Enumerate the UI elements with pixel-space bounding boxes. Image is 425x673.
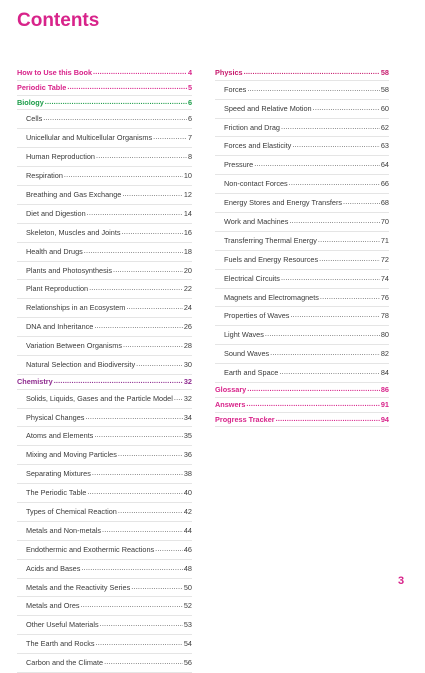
dot-leader [281,269,380,288]
toc-entry-title: Plants and Photosynthesis [26,265,112,275]
toc-entry [17,262,192,281]
toc-entry-page: 86 [380,385,389,395]
toc-entry [215,119,389,138]
toc-entry-title: Light Waves [224,330,264,340]
toc-section-heading [17,96,192,111]
dot-leader [153,128,187,147]
dot-leader [292,136,380,155]
dot-leader [94,426,183,445]
toc-section-heading [17,81,192,96]
toc-entry-title: Answers [215,399,246,409]
toc-entry [215,213,389,232]
toc-entry-page: 63 [380,141,389,151]
toc-entry [17,635,192,654]
toc-entry [17,654,192,673]
toc-entry-page: 58 [380,68,389,77]
toc-entry [17,616,192,635]
toc-entry [215,364,389,383]
toc-entry-page: 58 [380,84,389,94]
dot-leader [113,261,183,280]
toc-section-heading [215,66,389,81]
toc-entry-title: Metals and the Reactivity Series [26,582,131,592]
dot-leader [104,653,183,672]
toc-entry-title: Other Useful Materials [26,620,99,630]
toc-entry [215,251,389,270]
toc-entry [17,560,192,579]
toc-entry [17,224,192,243]
toc-entry [215,156,389,175]
toc-entry-page: 54 [183,639,192,649]
toc-entry [17,243,192,262]
toc-entry-title: Earth and Space [224,368,279,378]
toc-entry-page: 34 [183,412,192,422]
dot-leader [122,185,183,204]
toc-section-heading [215,413,389,428]
toc-entry-title: Pressure [224,160,254,170]
toc-entry-title: Separating Mixtures [26,469,91,479]
toc-entry [17,205,192,224]
toc-entry-page: 38 [183,469,192,479]
toc-entry-title: Diet and Digestion [26,208,86,218]
toc-entry [17,148,192,167]
dot-leader [247,80,380,99]
dot-leader [318,231,380,250]
toc-entry [17,280,192,299]
toc-entry-title: Endothermic and Exothermic Reactions [26,544,155,554]
toc-entry-page: 52 [183,601,192,611]
toc-entry-page: 66 [380,179,389,189]
dot-leader [89,279,183,298]
toc-entry-title: Periodic Table [17,82,67,92]
toc-entry-title: Work and Machines [224,217,289,227]
toc-entry-page: 18 [183,246,192,256]
dot-leader [94,317,183,336]
dot-leader [45,95,187,110]
toc-entry-title: Skeleton, Muscles and Joints [26,227,121,237]
toc-entry-page: 44 [183,525,192,535]
toc-entry-page: 40 [183,488,192,498]
dot-leader [67,80,187,95]
dot-leader [92,464,183,483]
dot-leader [87,204,183,223]
toc-entry-title: Metals and Ores [26,601,80,611]
dot-leader [81,596,183,615]
dot-leader [276,412,380,427]
toc-entry-title: Human Reproduction [26,152,95,162]
toc-entry-title: Carbon and the Climate [26,658,104,668]
toc-entry-page: 64 [380,160,389,170]
toc-entry-page: 10 [183,171,192,181]
toc-entry-page: 28 [183,341,192,351]
dot-leader [102,521,183,540]
toc-entry-title: Cells [26,114,43,124]
dot-leader [43,109,187,128]
toc-entry-page: 12 [183,189,192,199]
toc-entry [17,597,192,616]
toc-entry-title: Progress Tracker [215,414,275,424]
toc-entry [17,318,192,337]
dot-leader [93,65,187,80]
toc-entry [215,175,389,194]
toc-entry-title: Properties of Waves [224,311,290,321]
toc-entry-page: 26 [183,322,192,332]
toc-entry-page: 72 [380,254,389,264]
toc-entry-title: Atoms and Elements [26,431,94,441]
toc-entry-page: 71 [380,235,389,245]
toc-entry [215,100,389,119]
toc-entry-title: Breathing and Gas Exchange [26,189,122,199]
toc-entry-page: 80 [380,330,389,340]
dot-leader [131,578,183,597]
dot-leader [118,445,183,464]
dot-leader [100,615,183,634]
toc-entry-title: Fuels and Energy Resources [224,254,319,264]
toc-entry [17,579,192,598]
toc-entry [215,81,389,100]
toc-entry [17,167,192,186]
toc-entry [215,137,389,156]
toc-entry-title: Non-contact Forces [224,179,288,189]
toc-entry-title: Energy Stores and Energy Transfers [224,198,343,208]
toc-entry-page: 8 [187,152,192,162]
toc-entry-page: 91 [380,399,389,409]
toc-entry-title: Health and Drugs [26,246,83,256]
toc-entry-title: Forces and Elasticity [224,141,292,151]
toc-entry [17,390,192,409]
toc-entry-page: 6 [187,114,192,124]
page-number: 3 [398,575,405,587]
dot-leader [136,355,183,374]
toc-entry-page: 5 [187,82,192,92]
toc-left-column [17,66,192,673]
toc-entry-page: 94 [380,414,389,424]
dot-leader [87,483,183,502]
toc-entry [215,307,389,326]
toc-entry-title: Types of Chemical Reaction [26,507,117,516]
toc-entry-title: Relationships in an Ecosystem [26,303,126,313]
toc-entry-title: Solids, Liquids, Gases and the Particle Model [26,393,173,403]
toc-entry-title: Mixing and Moving Particles [26,450,117,460]
toc-entry-title: Magnets and Electromagnets [224,292,319,302]
dot-leader [118,502,183,521]
toc-entry-page: 4 [187,68,192,77]
toc-entry-title: The Earth and Rocks [26,639,95,649]
toc-entry-title: Natural Selection and Biodiversity [26,359,136,369]
page-title: Contents [17,10,100,31]
toc-entry-page: 74 [380,273,389,283]
toc-entry [215,345,389,364]
toc-entry-page: 35 [183,431,192,441]
toc-entry-page: 68 [380,198,389,208]
toc-entry-title: Transferring Thermal Energy [224,235,317,245]
toc-entry-title: Acids and Bases [26,563,81,573]
toc-entry [17,427,192,446]
toc-entry-page: 16 [183,227,192,237]
toc-entry [17,356,192,375]
toc-section-heading [17,375,192,390]
dot-leader [246,397,379,412]
toc-entry [215,326,389,345]
toc-entry-page: 7 [187,133,192,143]
dot-leader [85,408,182,427]
dot-leader [81,559,183,578]
toc-entry [215,289,389,308]
toc-entry-title: DNA and Inheritance [26,322,94,332]
toc-entry-title: Variation Between Organisms [26,341,122,351]
toc-entry-title: Physical Changes [26,412,85,422]
dot-leader [289,174,380,193]
dot-leader [126,298,183,317]
toc-right-column [215,66,389,427]
toc-entry [17,503,192,522]
toc-section-heading [215,398,389,413]
dot-leader [122,223,183,242]
toc-entry [215,232,389,251]
toc-entry-title: Unicellular and Multicellular Organisms [26,133,153,143]
toc-entry-page: 42 [183,507,192,516]
toc-entry [17,337,192,356]
toc-entry [17,110,192,129]
dot-leader [265,325,380,344]
toc-entry [17,484,192,503]
toc-entry [17,186,192,205]
toc-entry [17,299,192,318]
toc-entry [215,270,389,289]
dot-leader [84,242,183,261]
dot-leader [289,212,380,231]
toc-entry-page: 32 [183,393,192,403]
dot-leader [96,147,187,166]
toc-entry-title: Friction and Drag [224,122,280,132]
toc-entry-title: How to Use this Book [17,68,92,77]
toc-entry-page: 46 [183,544,192,554]
toc-entry-page: 60 [380,103,389,113]
dot-leader [123,336,183,355]
toc-entry-title: Respiration [26,171,63,181]
dot-leader [281,118,380,137]
toc-entry [17,446,192,465]
toc-section-heading [17,66,192,81]
toc-entry-page: 78 [380,311,389,321]
toc-entry [215,194,389,213]
toc-entry-title: Electrical Circuits [224,273,280,283]
dot-leader [290,306,379,325]
toc-entry-page: 84 [380,368,389,378]
toc-entry-title: Glossary [215,385,247,395]
dot-leader [279,363,380,382]
toc-entry-page: 36 [183,450,192,460]
toc-entry-title: Plant Reproduction [26,284,89,294]
dot-leader [320,288,380,307]
toc-entry-page: 53 [183,620,192,630]
dot-leader [155,540,183,559]
dot-leader [174,389,183,408]
toc-entry-title: Forces [224,84,247,94]
toc-entry-page: 62 [380,122,389,132]
toc-entry-title: Biology [17,97,44,107]
dot-leader [343,193,380,212]
dot-leader [270,344,380,363]
toc-entry [17,465,192,484]
dot-leader [313,99,380,118]
toc-entry-page: 30 [183,359,192,369]
toc-entry [17,522,192,541]
toc-entry-title: Chemistry [17,376,53,386]
toc-entry [17,129,192,148]
toc-entry-page: 32 [183,376,192,386]
toc-entry-title: The Periodic Table [26,488,87,498]
toc-entry-page: 76 [380,292,389,302]
toc-section-heading [215,383,389,398]
toc-entry [17,409,192,428]
toc-entry-page: 20 [183,265,192,275]
dot-leader [254,155,380,174]
dot-leader [64,166,183,185]
dot-leader [319,250,380,269]
dot-leader [244,65,380,80]
toc-entry-page: 22 [183,284,192,294]
toc-entry-page: 56 [183,658,192,668]
toc-entry-title: Speed and Relative Motion [224,103,312,113]
toc-entry-page: 24 [183,303,192,313]
dot-leader [54,374,183,389]
dot-leader [247,382,380,397]
toc-entry-page: 48 [183,563,192,573]
toc-entry-page: 6 [187,97,192,107]
toc-entry-page: 82 [380,349,389,359]
toc-entry [17,541,192,560]
toc-entry-title: Physics [215,68,243,77]
dot-leader [96,634,183,653]
toc-entry-title: Sound Waves [224,349,270,359]
toc-entry-title: Metals and Non-metals [26,525,102,535]
toc-entry-page: 14 [183,208,192,218]
toc-entry-page: 50 [183,582,192,592]
toc-entry-page: 70 [380,217,389,227]
